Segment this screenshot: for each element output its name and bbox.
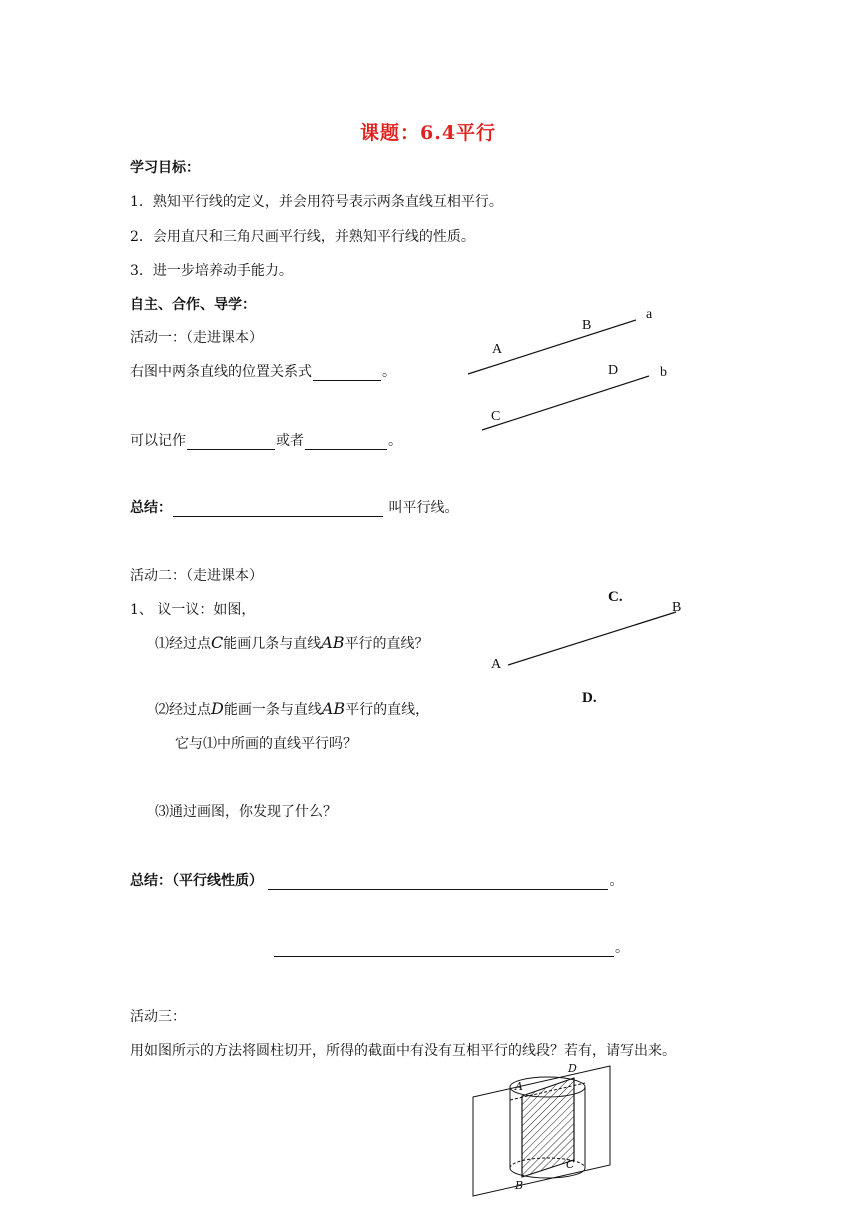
objective-item: 1．熟知平行线的定义，并会用符号表示两条直线互相平行。 bbox=[130, 194, 503, 210]
variable-ab: AB bbox=[321, 699, 346, 718]
objective-item: 2．会用直尺和三角尺画平行线，并熟知平行线的性质。 bbox=[130, 229, 475, 245]
point-label-b: B bbox=[515, 1179, 524, 1192]
line-label-b: b bbox=[660, 365, 667, 380]
question-suffix: 。 bbox=[388, 433, 402, 449]
variable-c: C bbox=[211, 633, 224, 652]
summary-suffix: 叫平行线。 bbox=[388, 500, 459, 516]
activity1-title: 活动一：（走进课本） bbox=[130, 330, 263, 346]
question-text: 能画几条与直线 bbox=[223, 636, 322, 652]
point-label-b: B bbox=[672, 600, 682, 615]
point-label-c: C. bbox=[608, 589, 623, 605]
summary-suffix: 。 bbox=[609, 873, 624, 889]
point-label-a: A bbox=[492, 342, 503, 357]
variable-d: D bbox=[211, 699, 224, 718]
point-label-c: C bbox=[566, 1158, 575, 1171]
activity2-question2-line2: 它与⑴中所画的直线平行吗？ bbox=[175, 736, 357, 752]
point-label-a: A bbox=[515, 1080, 523, 1093]
objective-item: 3．进一步培养动手能力。 bbox=[130, 263, 293, 279]
point-label-b: B bbox=[582, 318, 592, 333]
point-label-a: A bbox=[491, 657, 502, 672]
question-text: 或者 bbox=[276, 433, 304, 449]
activity2-question3: ⑶通过画图，你发现了什么？ bbox=[155, 804, 337, 820]
section-heading: 自主、合作、导学： bbox=[130, 297, 256, 313]
variable-ab: AB bbox=[321, 633, 345, 652]
line-label-a: a bbox=[646, 307, 653, 322]
summary-suffix: 。 bbox=[615, 940, 629, 956]
summary-label: 总结：（平行线性质） bbox=[130, 873, 263, 889]
activity3-question: 用如图所示的方法将圆柱切开，所得的截面中有没有互相平行的线段？若有，请写出来。 bbox=[130, 1043, 676, 1059]
question-text: 可以记作 bbox=[130, 433, 186, 449]
point-label-d: D bbox=[608, 363, 619, 378]
activity2-intro: 1、 议一议：如图， bbox=[130, 602, 256, 618]
page-title: 课题：6.4平行 bbox=[360, 122, 497, 144]
activity2-title: 活动二：（走进课本） bbox=[130, 568, 263, 584]
question-text: 平行的直线？ bbox=[344, 636, 429, 652]
question-text: ⑵经过点 bbox=[155, 702, 211, 718]
point-label-d: D bbox=[568, 1062, 577, 1075]
activity3-title: 活动三： bbox=[130, 1009, 186, 1025]
summary-label: 总结： bbox=[130, 500, 172, 516]
question-text: 右图中两条直线的位置关系式 bbox=[130, 364, 312, 380]
question-text: 能画一条与直线 bbox=[223, 702, 322, 718]
question-suffix: 。 bbox=[382, 364, 396, 380]
question-text: 平行的直线， bbox=[345, 702, 430, 718]
point-label-c: C bbox=[491, 409, 501, 424]
point-label-d: D. bbox=[582, 690, 597, 706]
objectives-heading: 学习目标： bbox=[130, 160, 200, 176]
question-text: ⑴经过点 bbox=[155, 636, 211, 652]
